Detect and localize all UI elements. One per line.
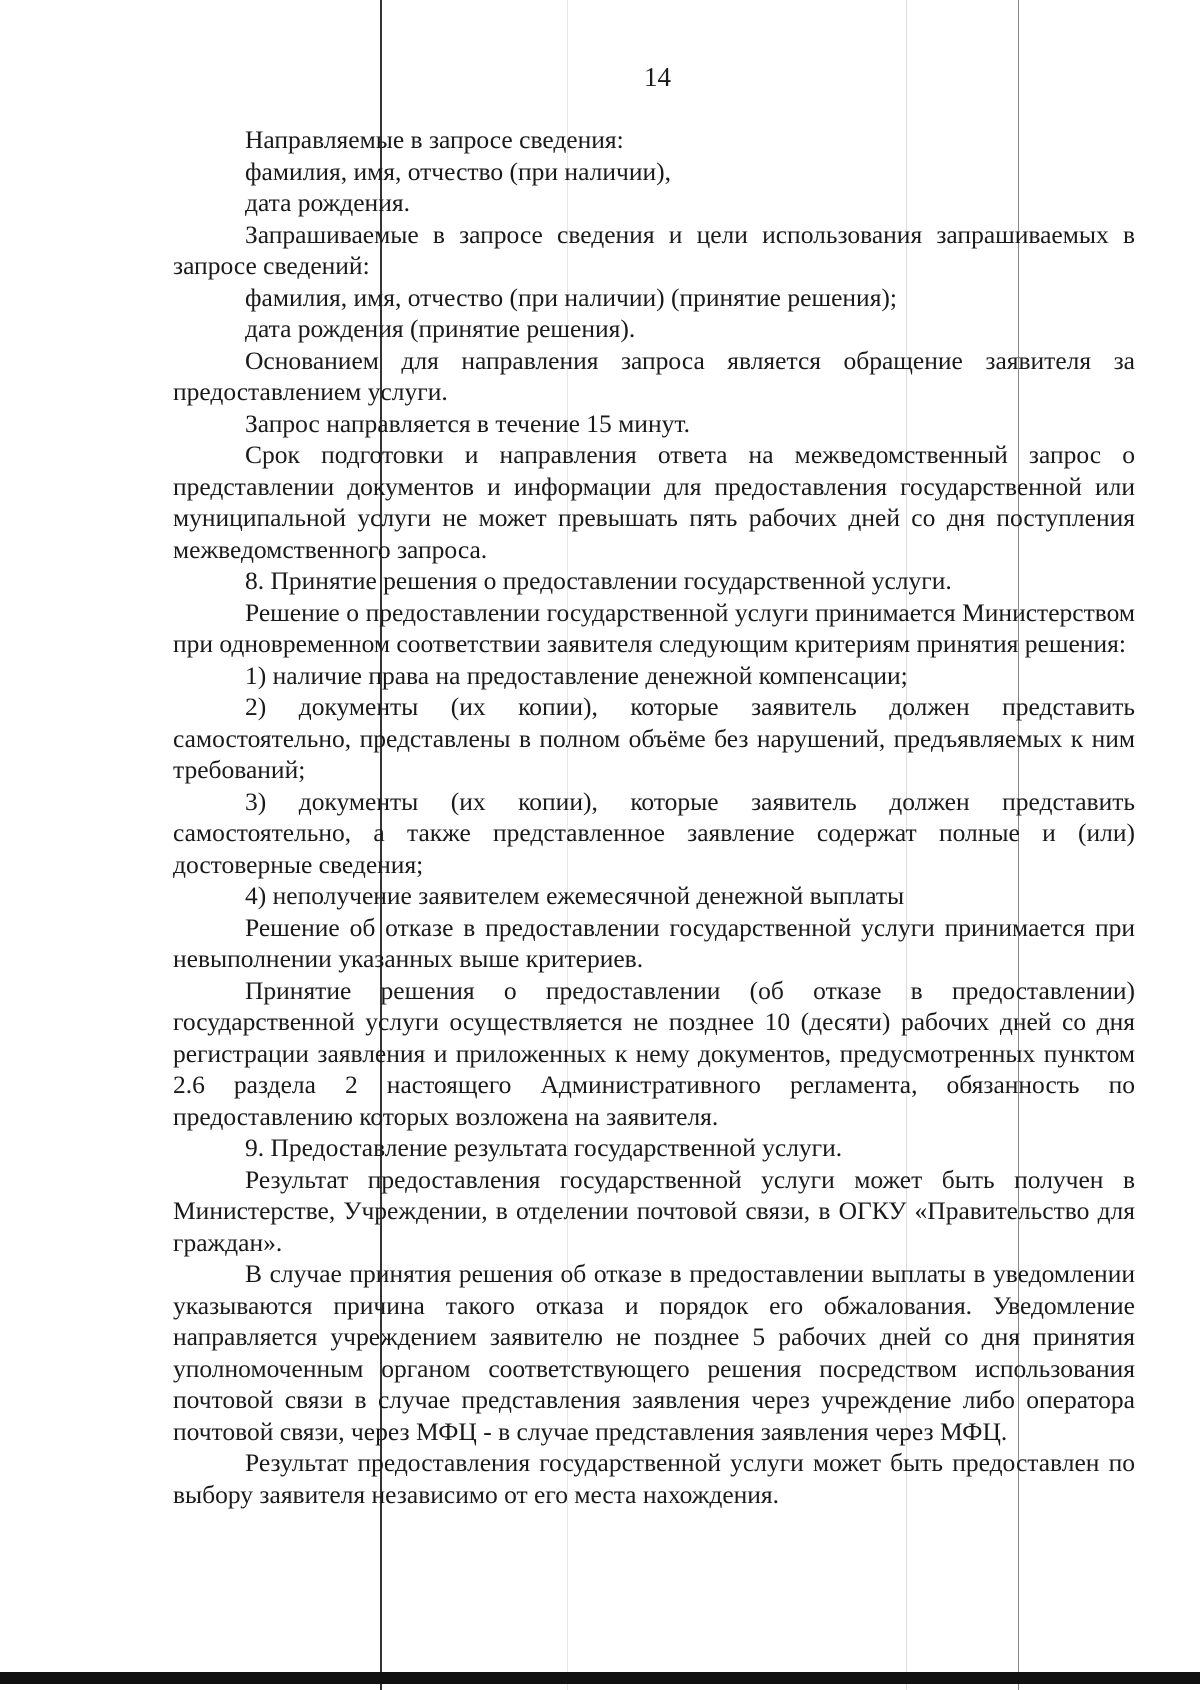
- paragraph: Результат предоставления государственной услуги может быть получен в Министерстве, Учреждении, в отделении почтовой связи, в ОГКУ «Правительство для граждан».: [173, 1164, 1135, 1257]
- paragraph: фамилия, имя, отчество (при наличии),: [245, 156, 671, 186]
- section-heading: 8. Принятие решения о предоставлении государственной услуги.: [245, 566, 952, 595]
- paragraph: фамилия, имя, отчество (при наличии) (принятие решения);: [245, 282, 897, 312]
- paragraph: Срок подготовки и направления ответа на межведомственный запрос о представлении документов и информации для предоставления государственной или муниципальной услуги не может превышать пять рабочих дней со дня поступления межведомственного запроса.: [173, 440, 1135, 564]
- list-item: 3) документы (их копии), которые заявитель должен представить самостоятельно, а также представленное заявление содержат полные и (или) достоверные сведения;: [173, 786, 1135, 879]
- paragraph: дата рождения (принятие решения).: [245, 314, 636, 343]
- section-heading: 9. Предоставление результата государственной услуги.: [245, 1133, 843, 1162]
- paragraph: Основанием для направления запроса является обращение заявителя за предоставлением услуги.: [173, 345, 1135, 406]
- paragraph: В случае принятия решения об отказе в предоставлении выплаты в уведомлении указываются причина такого отказа и порядок его обжалования. Уведомление направляется учреждением заявителю не позднее 5 рабочих дней со дня принятия уполномоченным органом соответствующего решения посредством использования почтовой связи в случае представления заявления через учреждение либо оператора почтовой связи, через МФЦ - в случае представления заявления через МФЦ.: [173, 1259, 1135, 1446]
- paragraph: Решение об отказе в предоставлении государственной услуги принимается при невыполнении указанных выше критериев.: [173, 912, 1135, 973]
- document-body: [173, 124, 1135, 1510]
- paragraph: Решение о предоставлении государственной услуги принимается Министерством при одновременном соответствии заявителя следующим критериям принятия решения:: [173, 597, 1135, 658]
- list-item: 2) документы (их копии), которые заявитель должен представить самостоятельно, представлены в полном объёме без нарушений, предъявляемых к ним требований;: [173, 692, 1135, 784]
- list-item: 4) неполучение заявителем ежемесячной денежной выплаты: [245, 881, 905, 910]
- page-number: 14: [644, 62, 671, 92]
- paragraph: дата рождения.: [245, 188, 410, 217]
- scan-bottom-edge: [0, 1672, 1200, 1684]
- paragraph: Направляемые в запросе сведения:: [245, 125, 624, 154]
- paragraph: Принятие решения о предоставлении (об отказе в предоставлении) государственной услуги осуществляется не позднее 10 (десяти) рабочих дней со дня регистрации заявления и приложенных к нему документов, предусмотренных пунктом 2.6 раздела 2 настоящего Административного регламента, обязанность по предоставлению которых возложена на заявителя.: [173, 975, 1135, 1131]
- paragraph: Запрашиваемые в запросе сведения и цели использования запрашиваемых в запросе сведений:: [173, 219, 1135, 280]
- paragraph: Запрос направляется в течение 15 минут.: [245, 408, 690, 438]
- list-item: 1) наличие права на предоставление денежной компенсации;: [245, 660, 908, 690]
- paragraph: Результат предоставления государственной услуги может быть предоставлен по выбору заявителя независимо от его места нахождения.: [173, 1448, 1135, 1509]
